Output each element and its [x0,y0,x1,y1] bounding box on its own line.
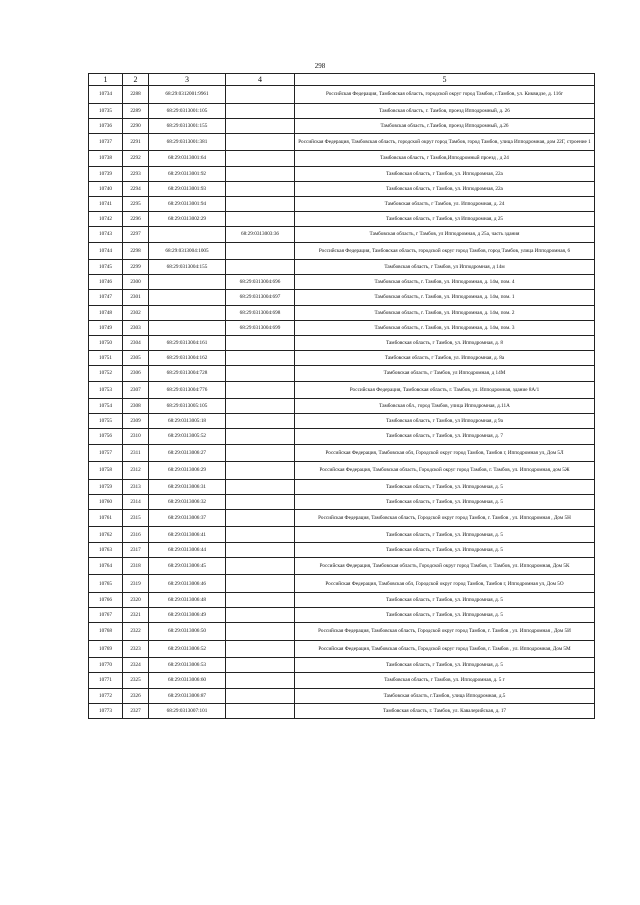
cadastral-number-cell: 68:29:0313001:381 [149,133,226,151]
address-cell: Тамбовская область, г Тамбов, ул. Ипподромная, д. 5 [295,479,595,494]
item-number-cell: 2290 [123,118,149,133]
room-cadastral-number-cell [226,608,295,623]
item-number-cell: 2305 [123,351,149,366]
item-number-cell: 2300 [123,275,149,290]
record-number-cell: 10773 [89,703,123,718]
cadastral-number-cell: 68:29:0313005:105 [149,399,226,414]
table-row [89,608,595,623]
room-cadastral-number-cell [226,703,295,718]
address-cell: Российская Федерация, Тамбовская область, Городской округ город Тамбов, г. Тамбов, ул. Ипподромная, дом 5Ж [295,462,595,480]
item-number-cell: 2315 [123,509,149,527]
record-number-cell: 10758 [89,462,123,480]
room-cadastral-number-cell [226,592,295,607]
address-cell: Тамбовская область, г Тамбов,Ипподромный проезд , д 24 [295,151,595,166]
table-row [89,509,595,527]
address-cell: Тамбовская область, г Тамбов, ул Ипподромная, д 14М [295,366,595,381]
room-cadastral-number-cell [226,479,295,494]
table-row [89,366,595,381]
cadastral-number-cell: 68:29:0313007:101 [149,703,226,718]
item-number-cell: 2325 [123,673,149,688]
record-number-cell: 10761 [89,509,123,527]
table-row [89,414,595,429]
item-number-cell: 2301 [123,290,149,305]
table-row [89,575,595,593]
address-cell: Тамбовская область, г Тамбов, ул. Ипподромная, д. 5 [295,542,595,557]
address-cell: Российская Федерация, Тамбовская обл, Городской округ город Тамбов, Тамбов г, Ипподромная ул, Дом 5О [295,575,595,593]
room-cadastral-number-cell [226,623,295,641]
item-number-cell: 2298 [123,242,149,260]
room-cadastral-number-cell [226,351,295,366]
item-number-cell: 2303 [123,320,149,335]
record-number-cell: 10743 [89,227,123,242]
item-number-cell: 2316 [123,527,149,542]
room-cadastral-number-cell [226,381,295,399]
record-number-cell: 10736 [89,118,123,133]
address-cell: Российская Федерация, Тамбовская область, Городской округ город Тамбов, г. Тамбов , ул. Ипподромная , Дом 5И [295,623,595,641]
cadastral-number-cell: 68:29:0313006:32 [149,494,226,509]
cadastral-number-cell: 68:29:0313006:50 [149,623,226,641]
room-cadastral-number-cell [226,335,295,350]
record-number-cell: 10739 [89,166,123,181]
room-cadastral-number-cell [226,429,295,444]
table-row [89,381,595,399]
table-row [89,623,595,641]
room-cadastral-number-cell: 68:29:0313004:699 [226,320,295,335]
cadastral-number-cell: 68:29:0313006:48 [149,592,226,607]
room-cadastral-number-cell [226,673,295,688]
address-cell: Тамбовская область, г Тамбов, ул. Ипподромная, д. 5 [295,494,595,509]
record-number-cell: 10746 [89,275,123,290]
cadastral-number-cell: 68:29:0313006:87 [149,688,226,703]
table-header-row [89,74,595,86]
table-row [89,640,595,658]
address-cell: Тамбовская область, г Тамбов, ул. Ипподромная, д. 5 [295,608,595,623]
item-number-cell: 2304 [123,335,149,350]
header-col-4: 4 [226,74,295,86]
address-cell: Тамбовская область, г. Тамбов, ул. Кавалерийская, д. 17 [295,703,595,718]
item-number-cell: 2306 [123,366,149,381]
address-cell: Тамбовская область, г Тамбов, ул Ипподромная, д 25а, часть здания [295,227,595,242]
address-cell: Российская Федерация, Тамбовская область, г. Тамбов, ул. Ипподромная, здание 8А/1 [295,381,595,399]
record-number-cell: 10752 [89,366,123,381]
room-cadastral-number-cell [226,151,295,166]
cadastral-number-cell: 68:29:0313001:105 [149,103,226,118]
address-cell: Тамбовская область, г Тамбов, ул Ипподромная, д 9а [295,414,595,429]
cadastral-number-cell: 68:29:0313006:27 [149,444,226,462]
cadastral-number-cell: 68:29:0313005:18 [149,414,226,429]
room-cadastral-number-cell [226,414,295,429]
table-row [89,151,595,166]
address-cell: Тамбовская область, г Тамбов, ул. Ипподромная, д. 5 [295,592,595,607]
table-row [89,133,595,151]
address-cell: Тамбовская обл., город Тамбов, улица Ипподромная, д.11А [295,399,595,414]
table-row [89,260,595,275]
address-cell: Тамбовская область, г Тамбов, ул. Ипподромная, д. 8 [295,335,595,350]
record-number-cell: 10764 [89,557,123,575]
item-number-cell: 2295 [123,196,149,211]
room-cadastral-number-cell [226,133,295,151]
record-number-cell: 10742 [89,212,123,227]
room-cadastral-number-cell [226,640,295,658]
room-cadastral-number-cell: 68:29:0313004:698 [226,305,295,320]
address-cell: Тамбовская область, г. Тамбов, ул. Ипподромная, д. 14м, пом. 2 [295,305,595,320]
record-number-cell: 10738 [89,151,123,166]
cadastral-number-cell: 68:29:0312001:9961 [149,86,226,104]
record-number-cell: 10762 [89,527,123,542]
item-number-cell: 2297 [123,227,149,242]
address-cell: Тамбовская область, г.Тамбов, улица Ипподромная, д.5 [295,688,595,703]
item-number-cell: 2308 [123,399,149,414]
room-cadastral-number-cell [226,118,295,133]
room-cadastral-number-cell [226,260,295,275]
table-row [89,703,595,718]
item-number-cell: 2318 [123,557,149,575]
room-cadastral-number-cell [226,242,295,260]
record-number-cell: 10770 [89,658,123,673]
address-cell: Тамбовская область, г. Тамбов, ул. Ипподромная, д. 14м, пом. 3 [295,320,595,335]
room-cadastral-number-cell [226,557,295,575]
table-row [89,688,595,703]
table-row [89,527,595,542]
record-number-cell: 10766 [89,592,123,607]
cadastral-number-cell: 68:29:0313006:29 [149,462,226,480]
record-number-cell: 10740 [89,181,123,196]
room-cadastral-number-cell [226,399,295,414]
item-number-cell: 2320 [123,592,149,607]
item-number-cell: 2296 [123,212,149,227]
cadastral-number-cell [149,227,226,242]
address-cell: Тамбовская область, г Тамбов, ул. Ипподромная, 22а [295,166,595,181]
item-number-cell: 2311 [123,444,149,462]
room-cadastral-number-cell [226,166,295,181]
record-number-cell: 10750 [89,335,123,350]
record-number-cell: 10767 [89,608,123,623]
item-number-cell: 2323 [123,640,149,658]
record-number-cell: 10734 [89,86,123,104]
cadastral-number-cell: 68:29:0313006:53 [149,658,226,673]
table-row [89,479,595,494]
header-col-5: 5 [295,74,595,86]
record-number-cell: 10753 [89,381,123,399]
item-number-cell: 2291 [123,133,149,151]
item-number-cell: 2299 [123,260,149,275]
table-row [89,351,595,366]
record-number-cell: 10760 [89,494,123,509]
table-row [89,320,595,335]
record-number-cell: 10747 [89,290,123,305]
record-number-cell: 10748 [89,305,123,320]
address-cell: Тамбовская область, г Тамбов, ул. Ипподромная, д. 5 [295,658,595,673]
page-number: 298 [314,62,326,70]
record-number-cell: 10763 [89,542,123,557]
item-number-cell: 2313 [123,479,149,494]
cadastral-number-cell [149,290,226,305]
cadastral-number-cell: 68:29:0313001:64 [149,151,226,166]
record-number-cell: 10772 [89,688,123,703]
address-cell: Российская Федерация, Тамбовская область, городской округ город Тамбов, г.Тамбов, ул. Киквидзе, д. 116г [295,86,595,104]
room-cadastral-number-cell: 68:29:0313004:697 [226,290,295,305]
cadastral-number-cell: 68:29:0313004:155 [149,260,226,275]
address-cell: Тамбовская область, г Тамбов, ул. Ипподромная, д. 8а [295,351,595,366]
room-cadastral-number-cell [226,196,295,211]
record-number-cell: 10744 [89,242,123,260]
record-number-cell: 10751 [89,351,123,366]
room-cadastral-number-cell: 68:29:0313004:696 [226,275,295,290]
cadastral-number-cell: 68:29:0313001:94 [149,196,226,211]
record-number-cell: 10754 [89,399,123,414]
room-cadastral-number-cell [226,212,295,227]
cadastral-number-cell: 68:29:0313005:52 [149,429,226,444]
room-cadastral-number-cell [226,366,295,381]
record-number-cell: 10741 [89,196,123,211]
room-cadastral-number-cell: 68:29:0313003:36 [226,227,295,242]
record-number-cell: 10756 [89,429,123,444]
table-row [89,444,595,462]
item-number-cell: 2307 [123,381,149,399]
cadastral-number-cell: 68:29:0313006:49 [149,608,226,623]
record-number-cell: 10765 [89,575,123,593]
item-number-cell: 2327 [123,703,149,718]
table-row [89,166,595,181]
record-number-cell: 10749 [89,320,123,335]
cadastral-number-cell: 68:29:0313006:41 [149,527,226,542]
item-number-cell: 2314 [123,494,149,509]
room-cadastral-number-cell [226,542,295,557]
room-cadastral-number-cell [226,575,295,593]
address-cell: Тамбовская область, г. Тамбов, ул. Ипподромная, д. 14м, пом. 1 [295,290,595,305]
cadastral-number-cell: 68:29:0313004:728 [149,366,226,381]
address-cell: Российская Федерация, Тамбовская обл, Городской округ город Тамбов, Тамбов г, Ипподромная ул, Дом 5Л [295,444,595,462]
table-row [89,305,595,320]
record-number-cell: 10769 [89,640,123,658]
item-number-cell: 2293 [123,166,149,181]
address-cell: Тамбовская область, г Тамбов, ул Ипподромная, д 25 [295,212,595,227]
record-number-cell: 10755 [89,414,123,429]
record-number-cell: 10759 [89,479,123,494]
cadastral-number-cell: 68:29:0313001:92 [149,166,226,181]
cadastral-number-cell: 68:29:0313004:1005 [149,242,226,260]
item-number-cell: 2288 [123,86,149,104]
table-row [89,103,595,118]
table-row [89,399,595,414]
record-number-cell: 10735 [89,103,123,118]
room-cadastral-number-cell [226,444,295,462]
address-cell: Тамбовская область, г Тамбов, ул. Ипподромная, 22а [295,181,595,196]
address-cell: Тамбовская область, г Тамбов, ул. Ипподромная, д. 5 [295,527,595,542]
table-row [89,557,595,575]
record-number-cell: 10737 [89,133,123,151]
cadastral-number-cell: 68:29:0313002:29 [149,212,226,227]
item-number-cell: 2310 [123,429,149,444]
item-number-cell: 2321 [123,608,149,623]
cadastral-number-cell: 68:29:0313001:155 [149,118,226,133]
table-row [89,227,595,242]
record-number-cell: 10745 [89,260,123,275]
item-number-cell: 2309 [123,414,149,429]
room-cadastral-number-cell [226,527,295,542]
table-row [89,181,595,196]
item-number-cell: 2326 [123,688,149,703]
header-col-3: 3 [149,74,226,86]
item-number-cell: 2294 [123,181,149,196]
address-cell: Российская Федерация, Тамбовская область, Городской округ город Тамбов, г. Тамбов, ул. Ипподромная, Дом 5К [295,557,595,575]
table-row [89,275,595,290]
table-row [89,542,595,557]
cadastral-number-cell: 68:29:0313006:45 [149,557,226,575]
table-row [89,86,595,104]
cadastral-number-cell: 68:29:0313006:60 [149,673,226,688]
table-row [89,658,595,673]
table-row [89,290,595,305]
address-cell: Российская Федерация, Тамбовская область, городской округ город Тамбов, город Тамбов, улица Ипподромная, 6 [295,242,595,260]
item-number-cell: 2319 [123,575,149,593]
item-number-cell: 2322 [123,623,149,641]
address-cell: Российская Федерация, Тамбовская область, Городской округ город Тамбов, г. Тамбов , ул. Ипподромная , Дом 5Н [295,509,595,527]
address-cell: Тамбовская область, г Тамбов, ул. Ипподромная, д. 7 [295,429,595,444]
address-cell: Тамбовская область, г.Тамбов, проезд Ипподромный, д.26 [295,118,595,133]
room-cadastral-number-cell [226,688,295,703]
table-body [89,86,595,719]
address-cell: Тамбовская область, г Тамбов, ул. Ипподромная, д. 24 [295,196,595,211]
cadastral-number-cell: 68:29:0313006:31 [149,479,226,494]
item-number-cell: 2317 [123,542,149,557]
room-cadastral-number-cell [226,658,295,673]
table-row [89,212,595,227]
registry-table [88,73,595,719]
table-row [89,118,595,133]
table-row [89,494,595,509]
address-cell: Российская Федерация, Тамбовская область, городской округ город Тамбов, город Тамбов, улица Ипподромная, дом 22Г, строение 1 [295,133,595,151]
table-row [89,673,595,688]
room-cadastral-number-cell [226,494,295,509]
item-number-cell: 2289 [123,103,149,118]
room-cadastral-number-cell [226,181,295,196]
cadastral-number-cell: 68:29:0313006:37 [149,509,226,527]
address-cell: Тамбовская область, г Тамбов, ул. Ипподромная, д. 5 г [295,673,595,688]
record-number-cell: 10768 [89,623,123,641]
header-col-2: 2 [123,74,149,86]
address-cell: Российская Федерация, Тамбовская область, Городской округ город Тамбов, г. Тамбов , ул. Ипподромная, Дом 5М [295,640,595,658]
address-cell: Тамбовская область, г. Тамбов, ул. Ипподромная, д. 14м, пом. 4 [295,275,595,290]
cadastral-number-cell: 68:29:0313006:46 [149,575,226,593]
cadastral-number-cell: 68:29:0313001:93 [149,181,226,196]
table-row [89,242,595,260]
table-row [89,462,595,480]
table-row [89,592,595,607]
room-cadastral-number-cell [226,103,295,118]
address-cell: Тамбовская область, г. Тамбов, проезд Ипподромный, д. 26 [295,103,595,118]
room-cadastral-number-cell [226,462,295,480]
table-row [89,335,595,350]
room-cadastral-number-cell [226,509,295,527]
item-number-cell: 2312 [123,462,149,480]
cadastral-number-cell: 68:29:0313006:44 [149,542,226,557]
room-cadastral-number-cell [226,86,295,104]
cadastral-number-cell [149,320,226,335]
record-number-cell: 10757 [89,444,123,462]
record-number-cell: 10771 [89,673,123,688]
item-number-cell: 2302 [123,305,149,320]
item-number-cell: 2292 [123,151,149,166]
cadastral-number-cell: 68:29:0313004:776 [149,381,226,399]
table-row [89,429,595,444]
cadastral-number-cell [149,305,226,320]
table-row [89,196,595,211]
cadastral-number-cell [149,275,226,290]
item-number-cell: 2324 [123,658,149,673]
header-col-1: 1 [89,74,123,86]
cadastral-number-cell: 68:29:0313004:161 [149,335,226,350]
cadastral-number-cell: 68:29:0313004:162 [149,351,226,366]
cadastral-number-cell: 68:29:0313006:52 [149,640,226,658]
address-cell: Тамбовская область, г Тамбов, ул Ипподромная, д 14м [295,260,595,275]
